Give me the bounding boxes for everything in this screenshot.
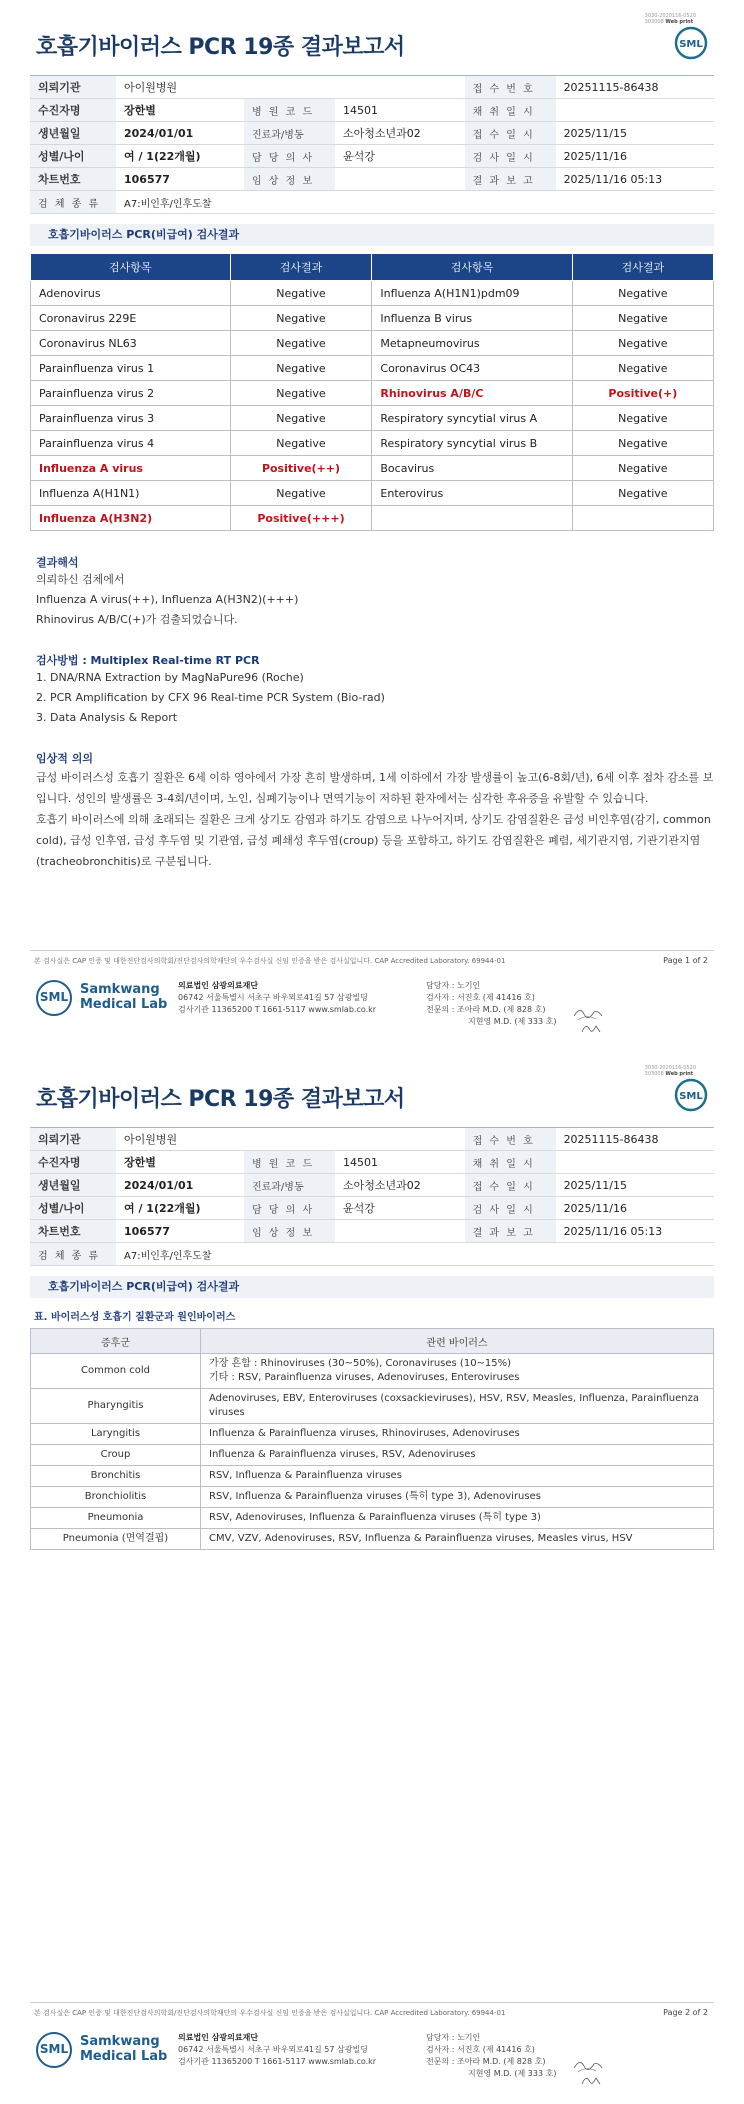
result-row: [31, 306, 714, 331]
test-item-name: Respiratory syncytial virus A: [372, 406, 572, 431]
sml-logo-icon: [674, 1078, 708, 1112]
svg-text:SML: SML: [679, 39, 703, 50]
related-viruses: RSV, Influenza & Parainfluenza viruses: [201, 1466, 714, 1487]
test-item-name: Enterovirus: [372, 481, 572, 506]
result-row: [31, 431, 714, 456]
test-result: Negative: [230, 406, 372, 431]
footer-staff: 담당자 : 노기인 검사자 : 서진호 (제 41416 호) 전문의 : 조아라 M.D. (제 828 호) 지현영 M.D. (제 333 호): [426, 981, 557, 1026]
interpretation-text: 의뢰하신 검체에서 Influenza A virus(++), Influenza A(H3N2)(+++) Rhinovirus A/B/C(+)가 검출되었습니다.: [36, 573, 299, 626]
test-item-name: Bocavirus: [372, 456, 572, 481]
syndrome-virus-table: 증후군 관련 바이러스 Common cold 가장 흔함 : Rhinoviruses (30~50%), Coronaviruses (10~15%) 기타 : RSV, Parainfluenza viruses, Adenoviruses, Enteroviruses Pharyngitis Adenoviruses, EBV, Enteroviruses (coxsackieviruses), HSV, RSV, Measles, Influenza, Parainfluenza viruses Laryngitis Influenza & Parainfluenza viruses, Rhinoviruses, Adenoviruses Croup Influenza & Parainfluenza viruses, RSV, Adenoviruses Bronchitis RSV, Influenza & Parainfluenza viruses Bronchiolitis RSV, Influenza & Parainfluenza viruses (특히 type 3), Adenoviruses Pneumonia RSV, Adenoviruses, Influenza & Parainfluenza viruses (특히 type 3) Pneumonia (면역결핍) CMV, VZV, Adenoviruses, RSV, Influenza & Parainfluenza viruses, Measles virus, HSV: [30, 1328, 714, 1550]
result-row: [31, 406, 714, 431]
footer-divider: [30, 950, 714, 951]
test-item-name: Parainfluenza virus 1: [31, 356, 231, 381]
samkwang-logo: SML Samkwang Medical Lab: [36, 2030, 186, 2070]
related-viruses: RSV, Influenza & Parainfluenza viruses (특히 type 3), Adenoviruses: [201, 1487, 714, 1508]
related-viruses: Adenoviruses, EBV, Enteroviruses (coxsackieviruses), HSV, RSV, Measles, Influenza, Parainfluenza viruses: [201, 1389, 714, 1424]
test-result: Negative: [230, 481, 372, 506]
test-item-name: Coronavirus NL63: [31, 331, 231, 356]
footer-accreditation-note: 본 검사실은 CAP 인증 및 대한진단검사의학회/진단검사의학재단의 우수검사실 신임 인증을 받은 검사실입니다. CAP Accredited Laboratory. 69944-01: [34, 957, 506, 965]
test-result: Positive(+): [572, 381, 713, 406]
test-result: Negative: [572, 406, 713, 431]
test-item-name: Coronavirus 229E: [31, 306, 231, 331]
syndrome-row: [31, 1389, 714, 1424]
footer-divider: [30, 2002, 714, 2003]
test-result: Negative: [230, 281, 372, 306]
syndrome-row: [31, 1354, 714, 1389]
syndrome-name: Laryngitis: [31, 1424, 201, 1445]
syndrome-name: Croup: [31, 1445, 201, 1466]
test-result: Negative: [572, 431, 713, 456]
test-result: Negative: [572, 481, 713, 506]
test-result: Positive(+++): [230, 506, 372, 531]
page-number: Page 2 of 2: [663, 2008, 708, 2017]
sml-logo-icon: SML: [36, 980, 72, 1016]
syndrome-name: Common cold: [31, 1354, 201, 1389]
test-item-name: Influenza A(H1N1)pdm09: [372, 281, 572, 306]
syndrome-name: Bronchitis: [31, 1466, 201, 1487]
footer-address: 의료법인 삼광의료재단 06742 서울특별시 서초구 바우뫼로41길 57 삼광빌딩 검사기관 11365200 T 1661-5117 www.smlab.co.kr: [178, 981, 377, 1014]
section-title: 호흡기바이러스 PCR(비급여) 검사결과: [30, 224, 714, 246]
document-code: 3030-2020116-0520 303008 Web print: [644, 13, 696, 25]
svg-text:SML: SML: [679, 1091, 703, 1102]
test-item-name: Influenza B virus: [372, 306, 572, 331]
syndrome-row: [31, 1445, 714, 1466]
test-result: Negative: [230, 431, 372, 456]
related-viruses: 가장 흔함 : Rhinoviruses (30~50%), Coronaviruses (10~15%) 기타 : RSV, Parainfluenza viruses, Adenoviruses, Enteroviruses: [201, 1354, 714, 1389]
result-row: [31, 281, 714, 306]
syndrome-row: [31, 1466, 714, 1487]
report-page-2: [0, 1052, 744, 2104]
test-result: Negative: [572, 456, 713, 481]
syndrome-name: Bronchiolitis: [31, 1487, 201, 1508]
section-title: 호흡기바이러스 PCR(비급여) 검사결과: [30, 1276, 714, 1298]
test-result: [572, 506, 713, 531]
patient-info-table: 의뢰기관 아이원병원 접 수 번 호 20251115-86438 수진자명 장한별 병 원 코 드 14501 채 취 일 시 생년월일 2024/01/01 진료과/병동 소아청소년과02 접 수 일 시 2025/11/15 성별/나이 여 / 1(22개월) 담 당 의 사 윤석강 검 사 일 시 2025/11/16 차트번호 106577 임 상 정 보 결 과 보 고 2025/11/16 05:13 검 체 종 류 A7:비인후/인후도찰: [30, 1127, 714, 1266]
related-viruses: RSV, Adenoviruses, Influenza & Parainfluenza viruses (특히 type 3): [201, 1508, 714, 1529]
interpretation-heading: 결과해석: [36, 556, 79, 569]
report-title: 호흡기바이러스 PCR 19종 결과보고서: [36, 1087, 405, 1112]
test-result: Negative: [230, 331, 372, 356]
result-row: [31, 506, 714, 531]
related-viruses: CMV, VZV, Adenoviruses, RSV, Influenza & Parainfluenza viruses, Measles virus, HSV: [201, 1529, 714, 1550]
method-text: 1. DNA/RNA Extraction by MagNaPure96 (Roche) 2. PCR Amplification by CFX 96 Real-time PCR System (Bio-rad) 3. Data Analysis & Report: [36, 671, 385, 724]
results-table: 검사항목 검사결과 검사항목 검사결과 Adenovirus Negative Influenza A(H1N1)pdm09 Negative Coronavirus 229E Negative Influenza B virus Negative Coronavirus NL63 Negative Metapneumovirus Negative Parainfluenza virus 1 Negative Coronavirus OC43 Negative Parainfluenza virus 2 Negative Rhinovirus A/B/C Positive(+) Parainfluenza virus 3 Negative Respiratory syncytial virus A Negative Parainfluenza virus 4 Negative Respiratory syncytial virus B Negative Influenza A virus Positive(++) Bocavirus Negative Influenza A(H1N1) Negative Enterovirus Negative Influenza A(H3N2) Positive(+++): [30, 253, 714, 531]
test-item-name: Adenovirus: [31, 281, 231, 306]
test-item-name: Influenza A virus: [31, 456, 231, 481]
test-result: Negative: [572, 331, 713, 356]
related-viruses: Influenza & Parainfluenza viruses, RSV, Adenoviruses: [201, 1445, 714, 1466]
footer-address: 의료법인 삼광의료재단 06742 서울특별시 서초구 바우뫼로41길 57 삼광빌딩 검사기관 11365200 T 1661-5117 www.smlab.co.kr: [178, 2033, 377, 2066]
result-row: [31, 331, 714, 356]
footer-staff: 담당자 : 노기인 검사자 : 서진호 (제 41416 호) 전문의 : 조아라 M.D. (제 828 호) 지현영 M.D. (제 333 호): [426, 2033, 557, 2078]
sml-logo-icon: [674, 26, 708, 60]
syndrome-name: Pneumonia (면역결핍): [31, 1529, 201, 1550]
page-number: Page 1 of 2: [663, 956, 708, 965]
result-row: [31, 381, 714, 406]
table-caption: 표. 바이러스성 호흡기 질환군과 원인바이러스: [34, 1312, 236, 1323]
clinical-meaning-text: 급성 바이러스성 호흡기 질환은 6세 이하 영아에서 가장 흔히 발생하며, 1세 이하에서 가장 발생률이 높고(6-8회/년), 6세 이후 점차 감소를 보입니다. 성인의 발생률은 3-4회/년이며, 노인, 심폐기능이나 면역기능이 저하된 환자에서는 심각한 후유증을 유발할 수 있습니다. 호흡기 바이러스에 의해 초래되는 질환은 크게 상기도 감염과 하기도 감염으로 나누어지며, 상기도 감염질환은 급성 비인후염(감기, common cold), 급성 인후염, 급성 후두염 및 기관염, 급성 폐쇄성 후두염(croup) 등을 포함하고, 하기도 감염질환은 폐렴, 세기관지염, 기관기관지염(tracheobronchitis)로 구분됩니다.: [36, 771, 714, 868]
result-row: [31, 356, 714, 381]
test-result: Positive(++): [230, 456, 372, 481]
test-item-name: Metapneumovirus: [372, 331, 572, 356]
syndrome-row: [31, 1487, 714, 1508]
test-result: Negative: [572, 356, 713, 381]
related-viruses: Influenza & Parainfluenza viruses, Rhinoviruses, Adenoviruses: [201, 1424, 714, 1445]
test-item-name: Parainfluenza virus 4: [31, 431, 231, 456]
syndrome-name: Pneumonia: [31, 1508, 201, 1529]
samkwang-logo: SML Samkwang Medical Lab: [36, 978, 186, 1018]
result-row: [31, 456, 714, 481]
signature-icon: [580, 1020, 604, 1036]
sml-logo-icon: SML: [36, 2032, 72, 2068]
syndrome-row: [31, 1508, 714, 1529]
test-item-name: Influenza A(H3N2): [31, 506, 231, 531]
test-item-name: Influenza A(H1N1): [31, 481, 231, 506]
signature-icon: [580, 2072, 604, 2088]
syndrome-row: [31, 1424, 714, 1445]
test-item-name: Parainfluenza virus 2: [31, 381, 231, 406]
document-code: 3030-2020116-0520 303008 Web print: [644, 1065, 696, 1077]
syndrome-row: [31, 1529, 714, 1550]
test-result: Negative: [230, 306, 372, 331]
clinical-meaning-heading: 임상적 의의: [36, 752, 93, 765]
test-item-name: [372, 506, 572, 531]
test-item-name: Rhinovirus A/B/C: [372, 381, 572, 406]
test-item-name: Parainfluenza virus 3: [31, 406, 231, 431]
test-item-name: Respiratory syncytial virus B: [372, 431, 572, 456]
report-title: 호흡기바이러스 PCR 19종 결과보고서: [36, 35, 405, 60]
test-result: Negative: [230, 356, 372, 381]
test-result: Negative: [572, 281, 713, 306]
footer-accreditation-note: 본 검사실은 CAP 인증 및 대한진단검사의학회/진단검사의학재단의 우수검사실 신임 인증을 받은 검사실입니다. CAP Accredited Laboratory. 69944-01: [34, 2009, 506, 2017]
test-result: Negative: [230, 381, 372, 406]
result-row: [31, 481, 714, 506]
patient-info-table: 의뢰기관 아이원병원 접 수 번 호 20251115-86438 수진자명 장한별 병 원 코 드 14501 채 취 일 시 생년월일 2024/01/01 진료과/병동 소아청소년과02 접 수 일 시 2025/11/15 성별/나이 여 / 1(22개월) 담 당 의 사 윤석강 검 사 일 시 2025/11/16 차트번호 106577 임 상 정 보 결 과 보 고 2025/11/16 05:13 검 체 종 류 A7:비인후/인후도찰: [30, 75, 714, 214]
test-item-name: Coronavirus OC43: [372, 356, 572, 381]
syndrome-name: Pharyngitis: [31, 1389, 201, 1424]
test-result: Negative: [572, 306, 713, 331]
method-heading: 검사방법 : Multiplex Real-time RT PCR: [36, 654, 260, 667]
